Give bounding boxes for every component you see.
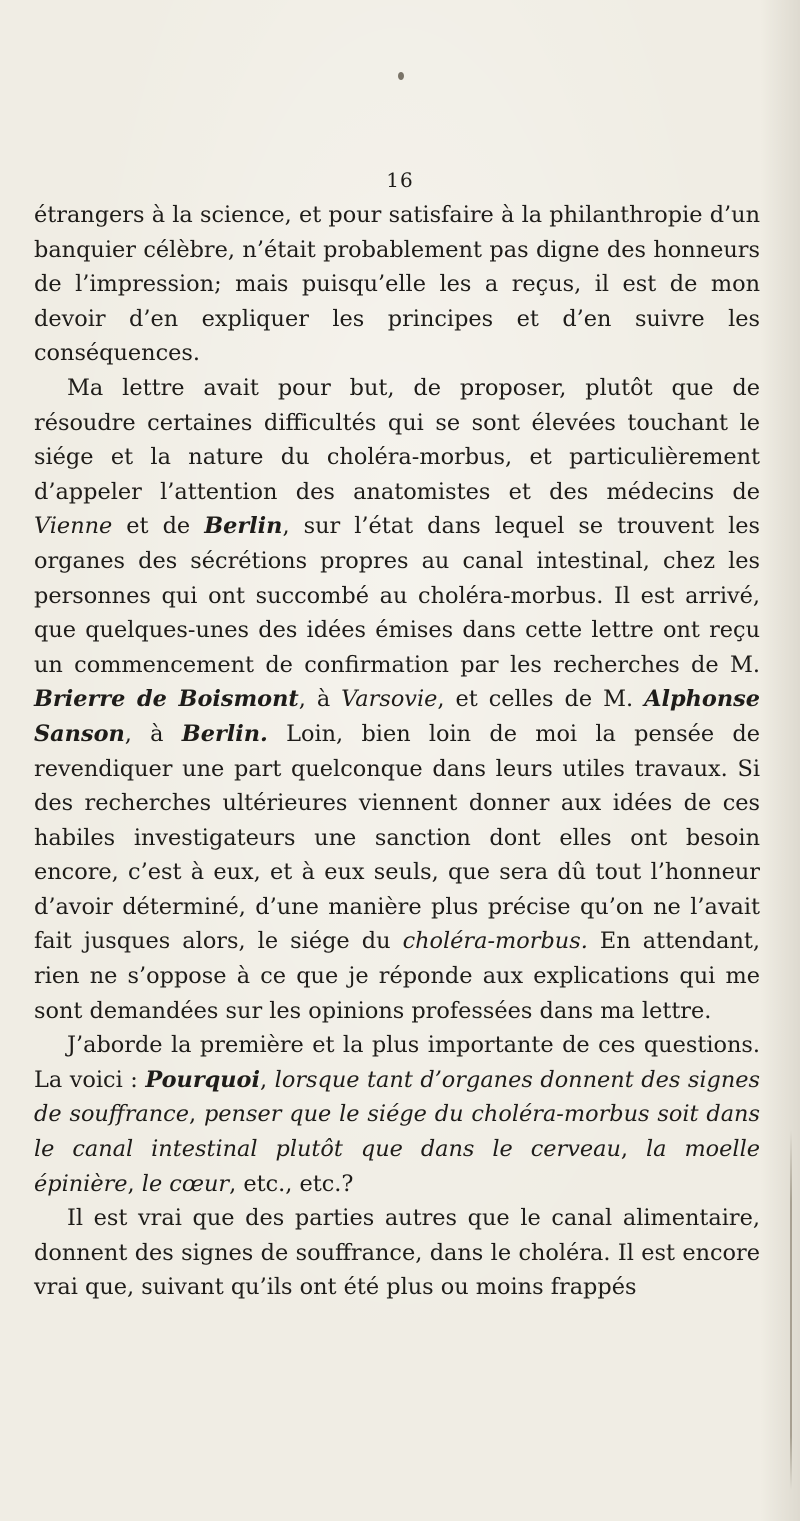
- proper-name: Berlin.: [181, 720, 268, 747]
- italic-text: le cœur: [141, 1170, 230, 1197]
- italic-text: la moelle épinière: [34, 1136, 760, 1197]
- text-run: , sur l’état dans lequel se trouvent les organes des sécrétions propres au canal intestinal, chez les personnes qui ont succombé au choléra-morbus. Il est arrivé, que quelques-unes des idées émises dans cette lettre ont reçu un commencement de confirmation par les recherches de M.: [34, 513, 760, 678]
- paragraph-2: [34, 371, 760, 1028]
- text-run: ,: [188, 1101, 204, 1128]
- paragraph-3: [34, 1028, 760, 1201]
- proper-name: Pourquoi: [145, 1066, 260, 1093]
- paragraph-4: [34, 1201, 760, 1305]
- paragraph-1: [34, 198, 760, 371]
- text-run: , à: [124, 720, 182, 747]
- italic-text: penser que le siége du choléra-morbus soit dans le canal intestinal plutôt que dans le cerveau: [34, 1101, 760, 1163]
- text-run: En attendant, rien ne s’oppose à ce que je réponde aux explications qui me sont demandées sur les opinions professées dans ma lettre.: [34, 928, 760, 1024]
- italic-text: lorsque tant d’organes donnent des signes de souffrance: [34, 1066, 760, 1128]
- text-run: ,: [620, 1136, 646, 1163]
- italic-text: Vienne: [34, 513, 113, 540]
- text-run: Il est vrai que des parties autres que le canal alimentaire, donnent des signes de souffrance, dans le choléra. Il est encore vrai que, suivant qu’ils ont été plus ou moins frappés: [34, 1205, 760, 1301]
- text-run: ,: [260, 1066, 275, 1093]
- body-text: [34, 198, 760, 1305]
- text-run: , à: [298, 686, 342, 713]
- text-run: , etc., etc.?: [229, 1170, 354, 1197]
- proper-name: Alphonse Sanson: [34, 686, 760, 747]
- proper-name: Brierre de Boismont: [34, 686, 299, 713]
- text-run: J’aborde la première et la plus importante de ces questions. La voici :: [34, 1032, 760, 1093]
- italic-text: Varsovie: [341, 686, 438, 713]
- page-number: 16: [386, 168, 414, 192]
- italic-text: choléra-morbus.: [402, 928, 588, 955]
- ink-speck: [398, 72, 404, 80]
- text-run: et de: [112, 513, 205, 540]
- text-run: Loin, bien loin de moi la pensée de revendiquer une part quelconque dans leurs utiles travaux. Si des recherches ultérieures viennent donner aux idées de ces habiles investigateurs une sanction dont elles ont besoin encore, c’est à eux, et à eux seuls, que sera dû tout l’honneur d’avoir déterminé, d’une manière plus précise qu’on ne l’avait fait jusques alors, le siége du: [34, 720, 760, 955]
- text-run: ,: [127, 1170, 142, 1197]
- text-run: , et celles de M.: [437, 686, 645, 713]
- page-edge-shadow: [790, 1130, 792, 1490]
- proper-name: Berlin: [204, 513, 283, 540]
- text-run: Ma lettre avait pour but, de proposer, plutôt que de résoudre certaines difficultés qui se sont élevées touchant le siége et la nature du choléra-morbus, et particulièrement d’appeler l’attention des anatomistes et des médecins de: [34, 374, 760, 505]
- text-run: étrangers à la science, et pour satisfaire à la philanthropie d’un banquier célèbre, n’était probablement pas digne des honneurs de l’impression; mais puisqu’elle les a reçus, il est de mon devoir d’en expliquer les principes et d’en suivre les conséquences.: [34, 202, 760, 367]
